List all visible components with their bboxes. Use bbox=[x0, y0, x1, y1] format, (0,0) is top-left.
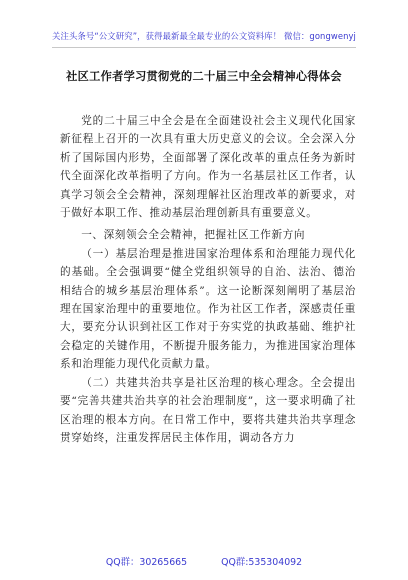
header-divider bbox=[52, 47, 356, 48]
paragraph-point-2: （二）共建共治共享是社区治理的核心理念。全会提出要“完善共建共治共享的社会治理制度”，这一要求明确了社区治理的根本方向。在日常工作中，要将共建共治共享理念贯穿始终，注重发挥居民主体作用，调动各方力 bbox=[60, 376, 356, 444]
section-heading: 一、深刻领会全会精神，把握社区工作新方向 bbox=[81, 229, 306, 242]
footer-qq-group-1: QQ群：30265665 bbox=[105, 557, 188, 568]
document-body bbox=[60, 112, 356, 447]
paragraph-point-1: （一）基层治理是推进国家治理体系和治理能力现代化的基础。全会强调要“健全党组织领导的自治、法治、德治相结合的城乡基层治理体系”。这一论断深刻阐明了基层治理在国家治理中的重要地位。作为社区工作者，深感责任重大，要充分认识到社区工作对于夯实党的执政基础、维护社会稳定的关键作用，不断提升服务能力，为推进国家治理体系和治理能力现代化贡献力量。 bbox=[60, 247, 356, 371]
footer-qq-group-2: QQ群:535304092 bbox=[221, 557, 303, 568]
footer bbox=[0, 554, 408, 568]
document-title: 社区工作者学习贯彻党的二十届三中全会精神心得体会 bbox=[66, 69, 342, 83]
header-banner: 关注头条号“公文研究”，获得最新最全最专业的公文资料库！ 微信：gongwenyj bbox=[52, 31, 356, 41]
paragraph-intro: 党的二十届三中全会是在全面建设社会主义现代化国家新征程上召开的一次具有重大历史意义的会议。全会深入分析了国际国内形势，全面部署了深化改革的重点任务为新时代全面深化改革指明了方向。作为一名基层社区工作者，认真学习领会全会精神，深刻理解社区治理改革的新要求，对于做好本职工作、推动基层治理创新具有重要意义。 bbox=[60, 115, 356, 220]
